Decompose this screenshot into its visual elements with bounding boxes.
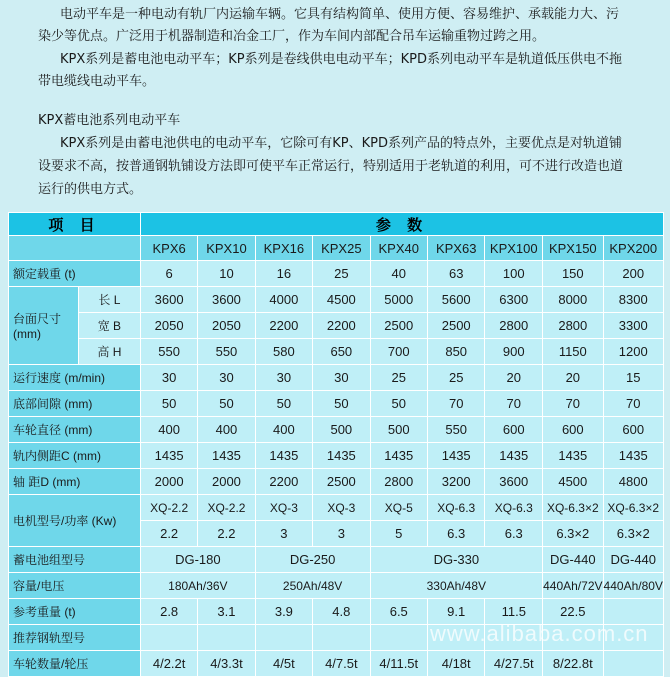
spec-table [8,212,664,677]
height-cell: 1200 [603,339,664,365]
model-row [9,236,664,261]
motor-power-cell: 6.3 [427,521,484,547]
motor-label: 电机型号/功率 (Kw) [9,495,141,547]
width-cell: 2200 [255,313,312,339]
ref_weight-cell: 3.1 [198,599,255,625]
motor-power-cell: 3 [255,521,312,547]
motor-model-cell: XQ-3 [313,495,370,521]
intro-paragraph-3-line-1: KPX系列是由蓄电池供电的电动平车，它除可有KP、KPD系列产品的特点外，主要优点是对轨道铺 [60,136,623,151]
length-cell: 3600 [141,287,198,313]
clearance-cell: 50 [313,391,370,417]
speed-cell: 20 [543,365,603,391]
wheel_load-row [9,651,664,677]
wheel_load-label: 车轮数量/轮压 [9,651,141,677]
length-label: 长 L [78,287,140,313]
motor-model-row [9,495,664,521]
clearance-cell: 50 [198,391,255,417]
clearance-cell: 70 [427,391,484,417]
rail-cell [255,625,312,651]
capacity-cell: 440Ah/80V [603,573,664,599]
wheelbase-cell: 4800 [603,469,664,495]
motor-model-cell: XQ-5 [370,495,427,521]
model-cell: KPX40 [370,236,427,261]
header-params: 参 数 [141,213,664,236]
wheel_load-cell: 4/18t [427,651,484,677]
height-cell: 580 [255,339,312,365]
battery-cell: DG-180 [141,547,256,573]
height-cell: 550 [198,339,255,365]
rail-cell [313,625,370,651]
wheel_diam-cell: 400 [198,417,255,443]
rated_load-cell: 150 [543,261,603,287]
speed-cell: 30 [141,365,198,391]
length-cell: 4500 [313,287,370,313]
clearance-label: 底部间隙 (mm) [9,391,141,417]
section-title: KPX蓄电池系列电动平车 [38,113,181,128]
battery-row [9,547,664,573]
wheel_diam-cell: 400 [141,417,198,443]
speed-cell: 30 [198,365,255,391]
header-item: 项 目 [9,213,141,236]
gauge-cell: 1435 [370,443,427,469]
wheel_diam-cell: 600 [603,417,664,443]
battery-label: 蓄电池组型号 [9,547,141,573]
motor-power-cell: 2.2 [141,521,198,547]
length-cell: 4000 [255,287,312,313]
platform-label: 台面尺寸 (mm) [9,287,79,365]
motor-power-cell: 6.3 [485,521,543,547]
motor-model-cell: XQ-6.3 [485,495,543,521]
ref_weight-cell: 6.5 [370,599,427,625]
intro-paragraph-3-line-3: 运行的供电方式。 [38,182,143,197]
rated_load-cell: 40 [370,261,427,287]
intro-paragraph-3-line-2: 设要求不高，按普通钢轨铺设方法即可使平车正常运行，特别适用于老轨道的利用，可不进行改造也道 [38,159,624,174]
speed-row [9,365,664,391]
gauge-cell: 1435 [603,443,664,469]
gauge-cell: 1435 [313,443,370,469]
model-cell: KPX10 [198,236,255,261]
gauge-cell: 1435 [543,443,603,469]
battery-cell: DG-250 [255,547,370,573]
capacity-cell: 440Ah/72V [543,573,603,599]
wheel_diam-label: 车轮直径 (mm) [9,417,141,443]
gauge-cell: 1435 [141,443,198,469]
gauge-cell: 1435 [485,443,543,469]
ref_weight-cell: 22.5 [543,599,603,625]
model-cell: KPX6 [141,236,198,261]
motor-power-cell: 3 [313,521,370,547]
battery-cell: DG-440 [603,547,664,573]
wheel_diam-cell: 600 [485,417,543,443]
gauge-row [9,443,664,469]
motor-model-cell: XQ-2.2 [198,495,255,521]
capacity-label: 容量/电压 [9,573,141,599]
motor-model-cell: XQ-2.2 [141,495,198,521]
battery-cell: DG-330 [370,547,543,573]
width-cell: 3300 [603,313,664,339]
model-cell: KPX16 [255,236,312,261]
ref_weight-label: 参考重量 (t) [9,599,141,625]
motor-model-cell: XQ-3 [255,495,312,521]
motor-model-cell: XQ-6.3 [427,495,484,521]
wheel_diam-cell: 500 [370,417,427,443]
model-cell: KPX150 [543,236,603,261]
wheelbase-cell: 3600 [485,469,543,495]
clearance-cell: 50 [370,391,427,417]
width-cell: 2200 [313,313,370,339]
ref_weight-cell: 3.9 [255,599,312,625]
rated_load-cell: 200 [603,261,664,287]
battery-cell: DG-440 [543,547,603,573]
width-cell: 2500 [427,313,484,339]
height-cell: 650 [313,339,370,365]
intro-paragraph-2-line-1: KPX系列是蓄电池电动平车；KP系列是卷线供电电动平车；KPD系列电动平车是轨道低压供电不拖 [60,52,623,67]
capacity-cell: 180Ah/36V [141,573,256,599]
ref_weight-cell: 9.1 [427,599,484,625]
rated_load-cell: 25 [313,261,370,287]
length-cell: 6300 [485,287,543,313]
clearance-cell: 70 [485,391,543,417]
wheel_diam-cell: 500 [313,417,370,443]
ref_weight-cell: 11.5 [485,599,543,625]
width-cell: 2050 [141,313,198,339]
capacity-row [9,573,664,599]
wheel_load-cell: 4/11.5t [370,651,427,677]
gauge-cell: 1435 [427,443,484,469]
rated_load-cell: 6 [141,261,198,287]
speed-cell: 30 [313,365,370,391]
wheel_load-cell: 4/7.5t [313,651,370,677]
intro-paragraph-2-line-2: 带电缆线电动平车。 [38,74,156,89]
width-label: 宽 B [78,313,140,339]
rated_load-cell: 16 [255,261,312,287]
model-cell: KPX63 [427,236,484,261]
height-row [9,339,664,365]
rated_load-row [9,261,664,287]
wheel_diam-cell: 400 [255,417,312,443]
width-row [9,313,664,339]
wheel_diam-cell: 600 [543,417,603,443]
speed-cell: 30 [255,365,312,391]
length-cell: 3600 [198,287,255,313]
speed-cell: 25 [370,365,427,391]
height-cell: 900 [485,339,543,365]
wheel_load-cell: 4/2.2t [141,651,198,677]
spec-table-body [9,213,664,677]
length-cell: 5600 [427,287,484,313]
wheelbase-cell: 3200 [427,469,484,495]
ref_weight-cell: 4.8 [313,599,370,625]
gauge-cell: 1435 [198,443,255,469]
model-cell: KPX25 [313,236,370,261]
wheelbase-label: 轴 距D (mm) [9,469,141,495]
length-cell: 8000 [543,287,603,313]
wheel_load-cell: 4/5t [255,651,312,677]
wheel_load-cell: 4/27.5t [485,651,543,677]
wheel_load-cell [603,651,664,677]
ref_weight-cell: 2.8 [141,599,198,625]
wheel_diam-row [9,417,664,443]
gauge-cell: 1435 [255,443,312,469]
rail-cell [141,625,198,651]
capacity-cell: 250Ah/48V [255,573,370,599]
rated_load-cell: 10 [198,261,255,287]
clearance-cell: 70 [603,391,664,417]
height-cell: 850 [427,339,484,365]
length-cell: 5000 [370,287,427,313]
wheelbase-cell: 2200 [255,469,312,495]
watermark: www.alibaba.com.cn [430,621,649,646]
speed-label: 运行速度 (m/min) [9,365,141,391]
speed-cell: 25 [427,365,484,391]
intro-paragraph-1-line-1: 电动平车是一种电动有轨厂内运输车辆。它具有结构简单、使用方便、容易维护、承载能力大、污 [60,7,620,22]
rail-label: 推荐钢轨型号 [9,625,141,651]
header-row [9,213,664,236]
wheelbase-cell: 4500 [543,469,603,495]
wheelbase-row [9,469,664,495]
width-cell: 2800 [485,313,543,339]
clearance-cell: 70 [543,391,603,417]
wheel_load-cell: 4/3.3t [198,651,255,677]
capacity-cell: 330Ah/48V [370,573,543,599]
motor-power-cell: 2.2 [198,521,255,547]
rail-cell [370,625,427,651]
rail-cell [198,625,255,651]
gauge-label: 轨内侧距C (mm) [9,443,141,469]
motor-model-cell: XQ-6.3×2 [543,495,603,521]
wheel_diam-cell: 550 [427,417,484,443]
length-cell: 8300 [603,287,664,313]
wheelbase-cell: 2500 [313,469,370,495]
clearance-cell: 50 [141,391,198,417]
height-cell: 700 [370,339,427,365]
speed-cell: 20 [485,365,543,391]
wheelbase-cell: 2800 [370,469,427,495]
model-cell: KPX100 [485,236,543,261]
wheelbase-cell: 2000 [198,469,255,495]
height-cell: 1150 [543,339,603,365]
rated_load-label: 额定载重 (t) [9,261,141,287]
height-cell: 550 [141,339,198,365]
model-cell: KPX200 [603,236,664,261]
clearance-row [9,391,664,417]
motor-model-cell: XQ-6.3×2 [603,495,664,521]
height-label: 高 H [78,339,140,365]
rated_load-cell: 100 [485,261,543,287]
width-cell: 2500 [370,313,427,339]
clearance-cell: 50 [255,391,312,417]
rated_load-cell: 63 [427,261,484,287]
width-cell: 2800 [543,313,603,339]
intro-paragraph-1-line-2: 染少等优点。广泛用于机器制造和冶金工厂，作为车间内部配合吊车运输重物过跨之用。 [38,29,546,44]
wheel_load-cell: 8/22.8t [543,651,603,677]
motor-power-cell: 5 [370,521,427,547]
wheelbase-cell: 2000 [141,469,198,495]
motor-power-cell: 6.3×2 [603,521,664,547]
model-blank [9,236,141,261]
width-cell: 2050 [198,313,255,339]
length-row [9,287,664,313]
speed-cell: 15 [603,365,664,391]
motor-power-cell: 6.3×2 [543,521,603,547]
